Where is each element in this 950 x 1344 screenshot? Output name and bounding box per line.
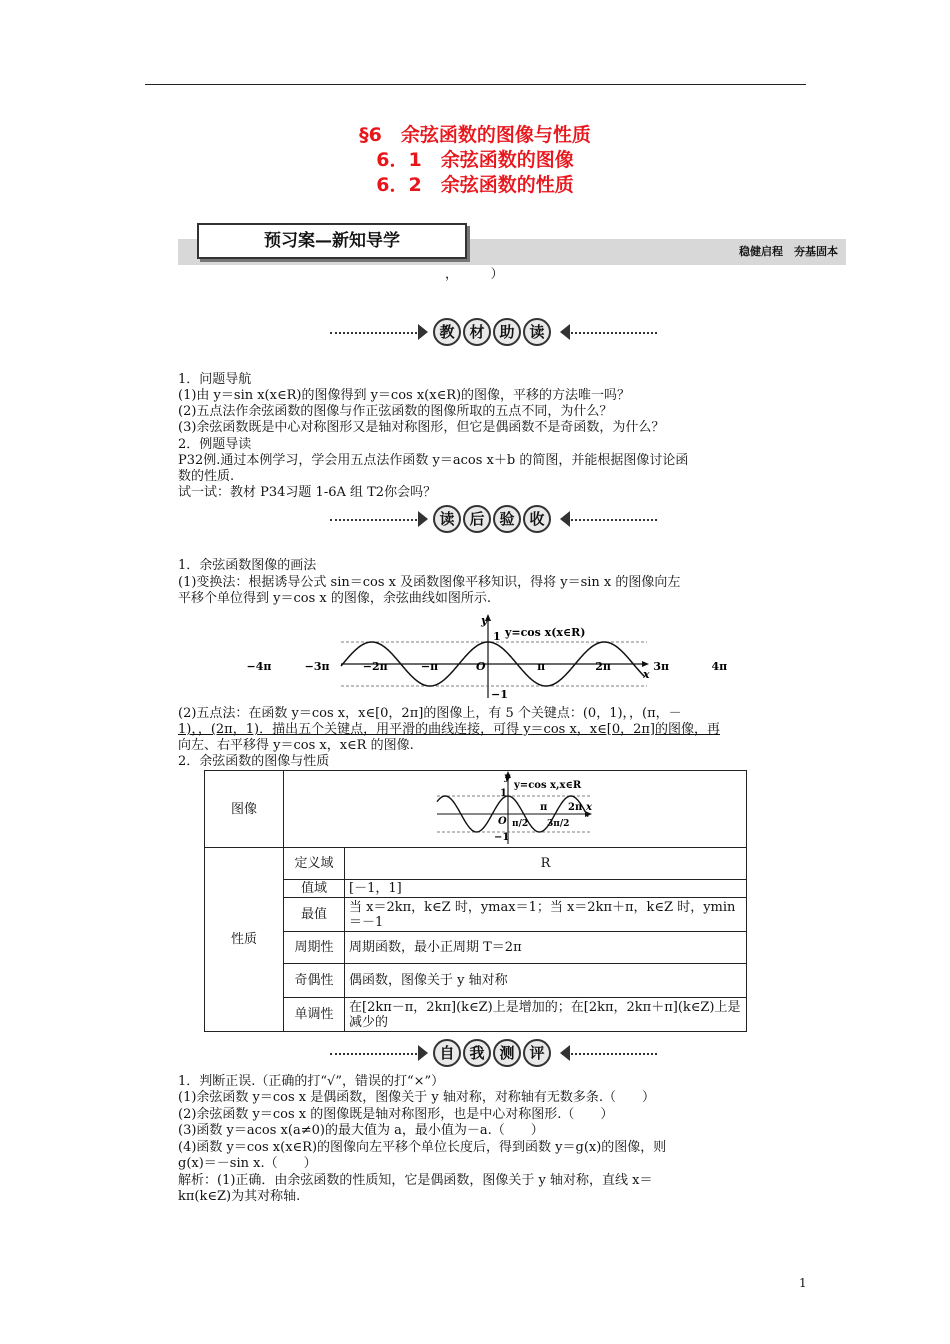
s1-l4: (3)余弦函数既是中心对称图形又是轴对称图形，但它是偶函数不是奇函数，为什么？	[178, 420, 665, 435]
image-header: 图像	[205, 771, 284, 848]
small-tick-2pi: 2π	[568, 802, 583, 813]
s1-l7: 数的性质.	[178, 469, 235, 484]
cosine-properties-table	[204, 770, 747, 1032]
prop-value: 偶函数，图像关于 y 轴对称	[345, 964, 747, 998]
y-tick-neg1: −1	[491, 688, 508, 701]
stray-text: ， ）	[445, 267, 504, 282]
s2-l2: (1)变换法：根据诱导公式 sin＝cos x 及函数图像平移知识，得将 y＝sin x 的图像向左	[178, 575, 681, 590]
image-cell	[284, 771, 747, 848]
heading-char: 评	[523, 1039, 551, 1067]
heading-duhou-yanshou	[330, 505, 657, 535]
x-tick-label: −4π	[246, 660, 272, 673]
s3-l7: 解析：(1)正确．由余弦函数的性质知，它是偶函数，图像关于 y 轴对称，直线 x＝	[178, 1173, 653, 1188]
x-tick-label: −π	[420, 660, 439, 673]
banner-label: 预习案—新知导学	[197, 223, 467, 259]
heading-char: 我	[463, 1039, 491, 1067]
prop-name: 单调性	[284, 998, 345, 1032]
prop-value: 周期函数，最小正周期 T＝2π	[345, 932, 747, 964]
small-tick-halfpi: π/2	[512, 819, 529, 829]
s3-l2: (1)余弦函数 y＝cos x 是偶函数，图像关于 y 轴对称，对称轴有无数多条.（ ）	[178, 1090, 656, 1105]
s2-l1: 1．余弦函数图像的画法	[178, 558, 317, 573]
s1-l8: 试一试：教材 P34习题 1-6A 组 T2你会吗？	[178, 485, 437, 500]
s1-l5: 2．例题导读	[178, 437, 252, 452]
section-title: §6 余弦函数的图像与性质	[359, 124, 591, 146]
heading-char: 读	[433, 505, 461, 533]
s2-l7: 2．余弦函数的图像与性质	[178, 754, 330, 769]
banner-slogan: 稳健启程 夯基固本	[739, 245, 838, 258]
subsection-title-2: 6．2 余弦函数的性质	[376, 174, 574, 196]
cosine-small-graph	[434, 770, 594, 846]
s2-l5: 1)，，(2π，1)．描出五个关键点，用平滑的曲线连接，可得 y＝cos x，x∈[0，2π]的图像，再	[178, 722, 720, 737]
x-tick-label: −2π	[362, 660, 388, 673]
x-tick-label: 2π	[595, 660, 611, 673]
x-tick-label: −3π	[304, 660, 330, 673]
x-axis-label: x	[643, 668, 650, 681]
x-tick-label: 4π	[711, 660, 728, 673]
y-axis-label: y	[481, 614, 488, 627]
small-caption: y=cos x,x∈R	[514, 780, 582, 791]
s2-l3: 平移个单位得到 y＝cos x 的图像，余弦曲线如图所示.	[178, 591, 491, 606]
graph-caption: y=cos x(x∈R)	[505, 626, 586, 639]
heading-char: 自	[433, 1039, 461, 1067]
heading-char: 读	[523, 318, 551, 346]
s3-l3: (2)余弦函数 y＝cos x 的图像既是轴对称图形，也是中心对称图形.（ ）	[178, 1107, 614, 1122]
small-tick-3halfpi: 3π/2	[547, 819, 570, 829]
heading-jiaocai-zhudu	[330, 318, 657, 348]
small-origin: O	[498, 816, 507, 827]
heading-char: 助	[493, 318, 521, 346]
heading-char: 收	[523, 505, 551, 533]
s1-l1: 1．问题导航	[178, 372, 252, 387]
s1-l3: (2)五点法作余弦函数的图像与作正弦函数的图像所取的五点不同，为什么？	[178, 404, 613, 419]
header-rule	[145, 84, 806, 85]
heading-char: 后	[463, 505, 491, 533]
s3-l6: g(x)＝－sin x.（ ）	[178, 1156, 317, 1171]
x-tick-label: 3π	[653, 660, 670, 673]
small-tick-neg1: −1	[494, 832, 510, 843]
subsection-title-1: 6．1 余弦函数的图像	[376, 149, 574, 171]
s3-l8: kπ(k∈Z)为其对称轴.	[178, 1189, 301, 1204]
y-tick-1: 1	[493, 630, 501, 643]
s2-l4: (2)五点法：在函数 y＝cos x，x∈[0，2π]的图像上，有 5 个关键点：(0，1)，，(π，－	[178, 706, 682, 721]
prop-value: [－1，1]	[345, 880, 747, 898]
small-x-axis: x	[586, 802, 592, 813]
prop-name: 值域	[284, 880, 345, 898]
s3-l4: (3)函数 y＝acos x(a≠0)的最大值为 a，最小值为－a.（ ）	[178, 1123, 544, 1138]
prop-value: 当 x＝2kπ，k∈Z 时，ymax＝1；当 x＝2kπ＋π，k∈Z 时，ymin＝－1	[345, 898, 747, 932]
s3-l1: 1．判断正误.（正确的打“√”，错误的打“×”）	[178, 1074, 445, 1089]
prop-value: 在[2kπ－π，2kπ](k∈Z)上是增加的；在[2kπ，2kπ＋π](k∈Z)上是减少的	[345, 998, 747, 1032]
prop-name: 奇偶性	[284, 964, 345, 998]
s1-l6: P32例.通过本例学习，学会用五点法作函数 y＝acos x＋b 的简图，并能根据图像讨论函	[178, 453, 689, 468]
props-header: 性质	[205, 848, 284, 1032]
page-number: 1	[799, 1276, 807, 1290]
s3-l5: (4)函数 y＝cos x(x∈R)的图像向左平移个单位长度后，得到函数 y＝g(x)的图像，则	[178, 1140, 667, 1155]
prop-value: R	[345, 848, 747, 880]
heading-char: 验	[493, 505, 521, 533]
heading-char: 测	[493, 1039, 521, 1067]
small-tick-1: 1	[500, 788, 507, 799]
x-tick-label: O	[476, 660, 486, 673]
small-tick-pi: π	[540, 802, 548, 813]
s1-l2: (1)由 y＝sin x(x∈R)的图像得到 y＝cos x(x∈R)的图像，平移的方法唯一吗？	[178, 388, 631, 403]
cosine-curve-graph	[246, 612, 728, 701]
small-y-axis: y	[504, 772, 510, 783]
s2-l6: 向左、右平移得 y＝cos x，x∈R 的图像.	[178, 738, 414, 753]
heading-ziwo-ceping	[330, 1039, 657, 1069]
prop-name: 定义域	[284, 848, 345, 880]
prop-name: 最值	[284, 898, 345, 932]
prop-name: 周期性	[284, 932, 345, 964]
x-tick-label: π	[537, 660, 546, 673]
heading-char: 材	[463, 318, 491, 346]
heading-char: 教	[433, 318, 461, 346]
